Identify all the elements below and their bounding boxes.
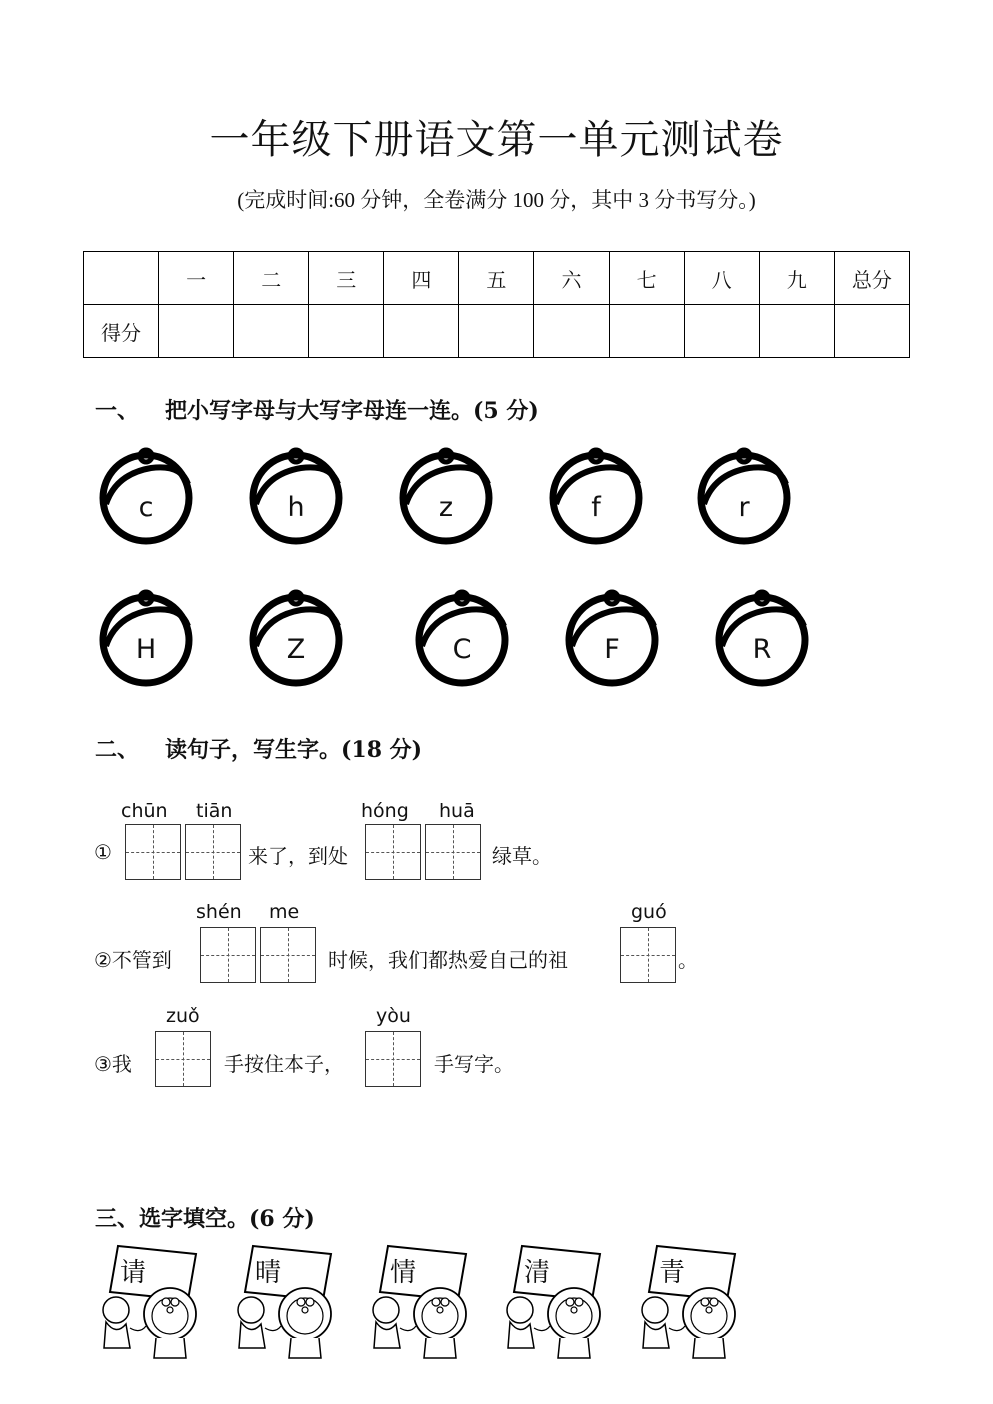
writing-grid-box[interactable] [365,824,421,880]
score-header-cell: 四 [384,252,459,305]
score-cell[interactable] [159,305,234,358]
uppercase-letter-bell[interactable] [412,588,512,688]
q2-pinyin-1: shén [196,901,242,923]
lowercase-letter-bell[interactable] [246,446,346,546]
q1-text-2: 绿草。 [492,844,552,868]
q1-pinyin-2: tiān [196,800,233,822]
doraemon-holding-sign-icon [635,1244,747,1364]
score-cell[interactable] [384,305,459,358]
writing-grid-box[interactable] [620,927,676,983]
letter-label: r [738,492,750,523]
section1-heading [95,394,539,425]
writing-grid-box[interactable] [365,1031,421,1087]
score-header-cell: 九 [759,252,834,305]
score-header-cell: 一 [159,252,234,305]
q2-pinyin-2: me [269,901,300,923]
doraemon-holding-sign-icon [96,1244,208,1364]
character-card[interactable] [366,1244,478,1364]
doraemon-holding-sign-icon [500,1244,612,1364]
section3-heading: 三、选字填空。(6 分) [95,1206,315,1232]
score-label: 得分 [84,305,159,358]
score-header-cell: 三 [309,252,384,305]
writing-grid-box[interactable] [185,824,241,880]
q3-pinyin-1: zuǒ [166,1005,200,1027]
section2-number: 二、 [95,737,140,763]
score-cell[interactable] [834,305,909,358]
letter-label: z [438,492,454,523]
uppercase-letter-bell[interactable] [246,588,346,688]
q3-marker: ③我 [94,1052,132,1076]
letter-label: f [591,492,601,523]
section1-number: 一、 [95,398,140,424]
score-header-cell: 八 [684,252,759,305]
section2-heading [95,733,422,764]
writing-grid-box[interactable] [260,927,316,983]
score-cell[interactable] [609,305,684,358]
letter-label: C [452,634,472,665]
q1-pinyin-1: chūn [121,800,168,822]
uppercase-letter-bell[interactable] [96,588,196,688]
score-header-cell: 六 [534,252,609,305]
score-cell[interactable] [684,305,759,358]
character-card[interactable] [231,1244,343,1364]
score-cell[interactable] [309,305,384,358]
character-card[interactable] [635,1244,747,1364]
score-header-cell [84,252,159,305]
writing-grid-box[interactable] [155,1031,211,1087]
score-cell[interactable] [459,305,534,358]
q1-pinyin-3: hóng [361,800,409,822]
card-character: 情 [390,1258,417,1288]
score-cell[interactable] [234,305,309,358]
lowercase-letter-bell[interactable] [694,446,794,546]
uppercase-letter-bell[interactable] [712,588,812,688]
score-table [83,251,910,358]
q2-text-2: 。 [678,948,698,972]
q1-marker: ① [94,840,112,864]
character-card[interactable] [96,1244,208,1364]
lowercase-letter-bell[interactable] [96,446,196,546]
letter-label: c [138,492,154,523]
lowercase-letter-bell[interactable] [546,446,646,546]
letter-label: R [752,634,772,665]
score-header-cell: 总分 [834,252,909,305]
q3-text-2: 手写字。 [434,1052,514,1076]
writing-grid-box[interactable] [200,927,256,983]
score-header-cell: 二 [234,252,309,305]
score-table-header-row [84,252,910,305]
section2-title: 读句子，写生字。(18 分) [165,737,423,763]
card-character: 请 [120,1258,147,1288]
letter-label: F [604,634,620,665]
score-header-cell: 五 [459,252,534,305]
q3-pinyin-2: yòu [376,1005,411,1027]
score-cell[interactable] [759,305,834,358]
doraemon-holding-sign-icon [366,1244,478,1364]
card-character: 青 [659,1258,686,1288]
q2-text-1: 时候，我们都热爱自己的祖 [328,948,568,972]
letter-label: H [135,634,157,665]
lowercase-letter-bell[interactable] [396,446,496,546]
card-character: 清 [524,1258,551,1288]
doraemon-holding-sign-icon [231,1244,343,1364]
writing-grid-box[interactable] [425,824,481,880]
q1-text-1: 来了，到处 [248,844,348,868]
page-subtitle: (完成时间:60 分钟，全卷满分 100 分，其中 3 分书写分。) [237,188,756,212]
letter-label: Z [286,634,306,665]
writing-grid-box[interactable] [125,824,181,880]
q2-marker: ②不管到 [94,948,172,972]
q2-pinyin-3: guó [631,901,667,923]
page-title: 一年级下册语文第一单元测试卷 [209,117,784,163]
score-header-cell: 七 [609,252,684,305]
score-table-score-row [84,305,910,358]
letter-label: h [287,492,305,523]
q3-text-1: 手按住本子， [224,1052,344,1076]
q1-pinyin-4: huā [439,800,475,822]
uppercase-letter-bell[interactable] [562,588,662,688]
score-cell[interactable] [534,305,609,358]
card-character: 晴 [255,1258,282,1288]
character-card[interactable] [500,1244,612,1364]
section1-title: 把小写字母与大写字母连一连。(5 分) [165,398,539,424]
